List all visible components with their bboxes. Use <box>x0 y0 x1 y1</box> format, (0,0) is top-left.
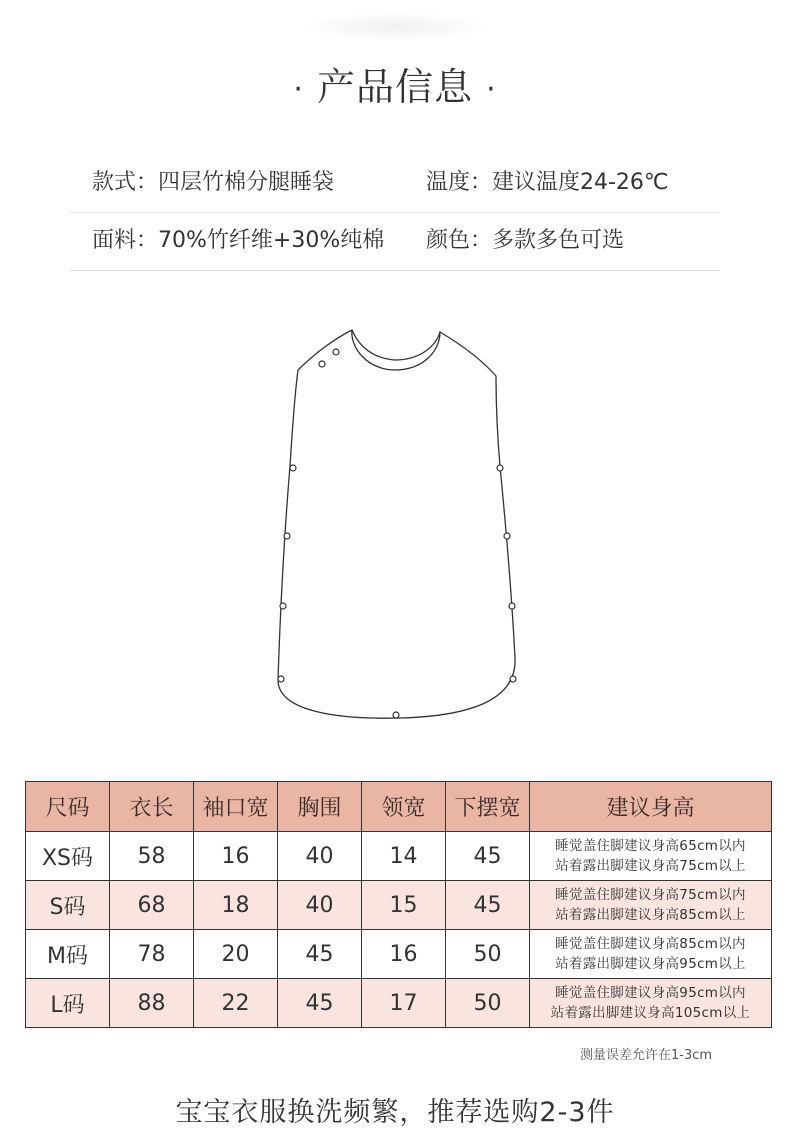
title-dot-right: · <box>486 72 497 107</box>
rec-sleeping: 睡觉盖住脚建议身高65cm以内 <box>555 838 746 854</box>
cell-length: 58 <box>110 832 194 881</box>
rec-standing: 站着露出脚建议身高95cm以上 <box>555 956 746 972</box>
cell-chest: 40 <box>278 832 362 881</box>
col-header-recommended-height: 建议身高 <box>530 782 772 832</box>
page-title <box>0 56 790 111</box>
cell-armhole: 18 <box>194 881 278 930</box>
col-header-chest: 胸围 <box>278 782 362 832</box>
table-row <box>26 979 772 1028</box>
col-header-neck: 领宽 <box>362 782 446 832</box>
cell-recommended-height <box>530 832 772 881</box>
cell-neck: 14 <box>362 832 446 881</box>
cell-armhole: 20 <box>194 930 278 979</box>
cell-armhole: 16 <box>194 832 278 881</box>
cell-armhole: 22 <box>194 979 278 1028</box>
cell-hem: 50 <box>446 930 530 979</box>
rec-standing: 站着露出脚建议身高105cm以上 <box>550 1005 751 1021</box>
table-row <box>26 832 772 881</box>
rec-standing: 站着露出脚建议身高75cm以上 <box>555 858 746 874</box>
col-header-hem: 下摆宽 <box>446 782 530 832</box>
cell-recommended-height <box>530 881 772 930</box>
measurement-note: 测量误差允许在1-3cm <box>580 1048 713 1063</box>
col-header-length: 衣长 <box>110 782 194 832</box>
rec-sleeping: 睡觉盖住脚建议身高75cm以内 <box>555 887 746 903</box>
sleeping-bag-outline-icon <box>260 318 530 728</box>
cell-size: L码 <box>26 979 110 1028</box>
cell-recommended-height <box>530 979 772 1028</box>
cell-recommended-height <box>530 930 772 979</box>
table-row <box>26 930 772 979</box>
cell-size: M码 <box>26 930 110 979</box>
cell-neck: 16 <box>362 930 446 979</box>
cell-size: XS码 <box>26 832 110 881</box>
cell-hem: 45 <box>446 881 530 930</box>
cell-neck: 17 <box>362 979 446 1028</box>
info-color: 颜色：多款多色可选 <box>426 228 625 253</box>
info-fabric: 面料：70%竹纤维+30%纯棉 <box>92 228 385 253</box>
cell-chest: 45 <box>278 930 362 979</box>
cell-neck: 15 <box>362 881 446 930</box>
cell-hem: 45 <box>446 832 530 881</box>
cell-chest: 45 <box>278 979 362 1028</box>
title-dot-left: · <box>293 72 304 107</box>
rec-sleeping: 睡觉盖住脚建议身高85cm以内 <box>555 936 746 952</box>
size-table-header <box>26 782 772 832</box>
col-header-size: 尺码 <box>26 782 110 832</box>
cell-length: 68 <box>110 881 194 930</box>
table-row <box>26 881 772 930</box>
rec-standing: 站着露出脚建议身高85cm以上 <box>555 907 746 923</box>
cell-length: 78 <box>110 930 194 979</box>
col-header-armhole: 袖口宽 <box>194 782 278 832</box>
info-row-2 <box>70 212 720 271</box>
cell-hem: 50 <box>446 979 530 1028</box>
rec-sleeping: 睡觉盖住脚建议身高95cm以内 <box>555 985 746 1001</box>
cell-length: 88 <box>110 979 194 1028</box>
info-temperature: 温度：建议温度24-26℃ <box>426 170 669 195</box>
info-style: 款式：四层竹棉分腿睡袋 <box>92 170 335 195</box>
cell-size: S码 <box>26 881 110 930</box>
cell-chest: 40 <box>278 881 362 930</box>
top-banner-fade <box>300 12 490 42</box>
footer-recommendation: 宝宝衣服换洗频繁，推荐选购2-3件 <box>175 1097 615 1128</box>
info-row-1 <box>70 154 720 213</box>
size-table <box>25 781 772 1028</box>
title-text: 产品信息 <box>316 65 473 109</box>
